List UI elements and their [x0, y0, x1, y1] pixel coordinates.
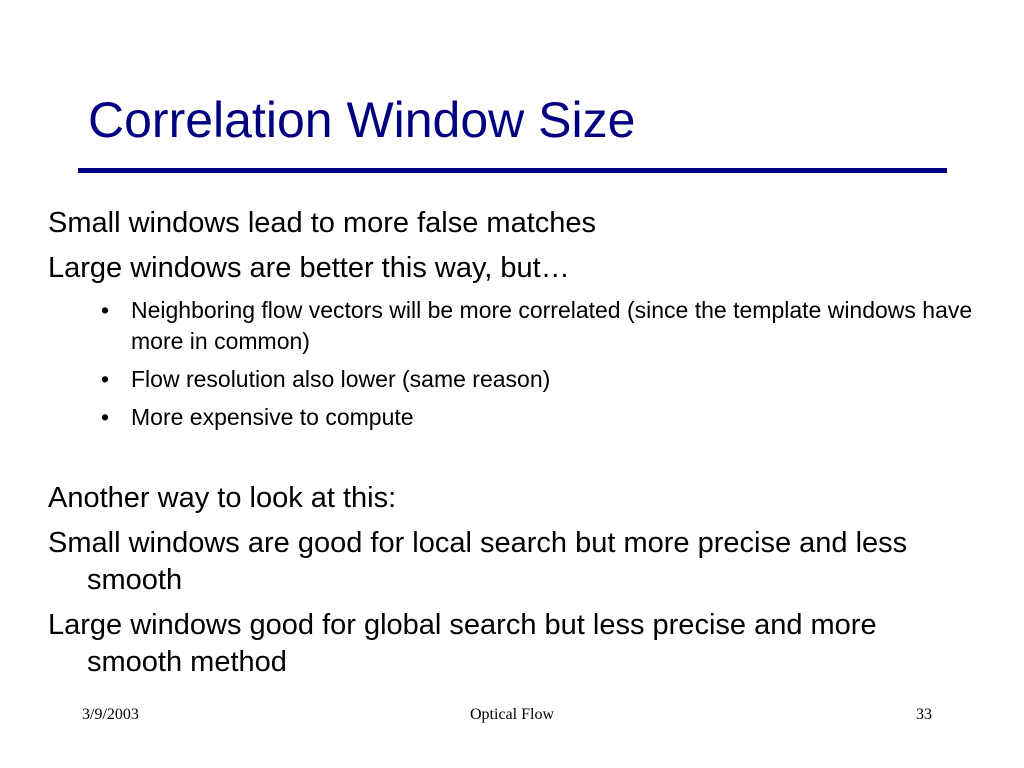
bullet-glyph: • — [101, 366, 110, 392]
sub-bullet-point — [48, 295, 978, 357]
sub-bullet-text: More expensive to compute — [131, 404, 414, 430]
sub-bullet-point — [48, 402, 978, 433]
footer-date: 3/9/2003 — [82, 706, 139, 723]
footer-title: Optical Flow — [470, 706, 554, 723]
bullet-point: Another way to look at this: — [48, 482, 397, 514]
paragraph-spacer — [48, 440, 978, 480]
sub-bullet-text: Flow resolution also lower (same reason) — [131, 366, 551, 392]
bullet-point: Large windows good for global search but less precise and more smooth method — [48, 609, 877, 678]
bullet-point: Large windows are better this way, but… — [48, 252, 570, 284]
bullet-glyph: • — [101, 404, 110, 430]
bullet-point: Small windows lead to more false matches — [48, 207, 597, 239]
sub-bullet-point — [48, 364, 978, 395]
slide-body — [48, 205, 978, 689]
bullet-point: Small windows are good for local search but more precise and less smooth — [48, 527, 908, 596]
bullet-glyph: • — [101, 297, 110, 323]
slide-title: Correlation Window Size — [88, 92, 636, 148]
title-underline — [78, 168, 947, 173]
sub-bullet-text: Neighboring flow vectors will be more correlated (since the template windows have more in common) — [131, 297, 973, 354]
page-number: 33 — [916, 706, 932, 723]
